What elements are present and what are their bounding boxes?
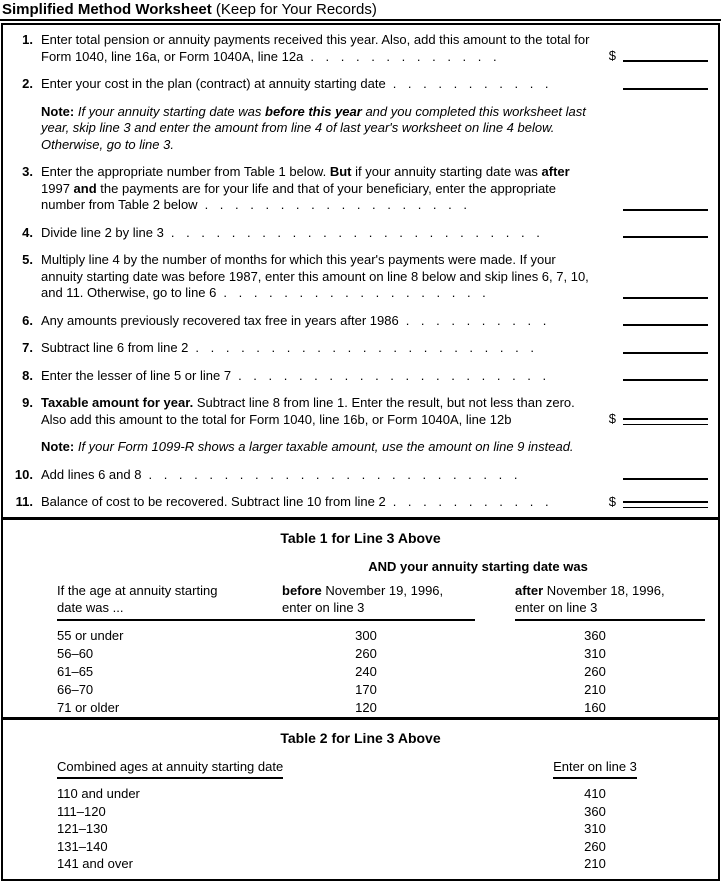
- line-number-8: 8.: [22, 367, 33, 383]
- line-text-5: Multiply line 4 by the number of months for which this year's payments were made. If your annuity starting date was before 1987, enter this amount on line 8 below and skip lines 6, 7, 10, and 11. Otherwise, go to line 6 . . . . . . . . . . . . . . . . . .: [41, 252, 589, 300]
- line-item-9: [9, 395, 710, 428]
- dot-leader: . . . . . . . . . .: [405, 312, 547, 328]
- table1-section: [3, 520, 718, 717]
- note-label: Note:: [41, 439, 75, 454]
- line-number-4: 4.: [22, 224, 33, 240]
- table1-row: 61–65 240 260: [57, 664, 606, 679]
- line-item-6: [9, 313, 710, 330]
- dot-leader: . . . . . . . . . . . . . . . . . . . . . . . . .: [170, 224, 540, 240]
- table1-col1-header: If the age at annuity starting date was ...: [57, 582, 282, 621]
- table1-and-header: AND your annuity starting date was: [368, 559, 588, 574]
- table1-body: [11, 627, 710, 717]
- entry-line-6[interactable]: [623, 323, 708, 326]
- table1-row: 56–60 260 310: [57, 646, 606, 661]
- line-number-3: 3.: [22, 164, 33, 179]
- line-text-6: Any amounts previously recovered tax free in years after 1986 . . . . . . . . . .: [41, 312, 547, 328]
- page-title-bold: Simplified Method Worksheet: [2, 1, 212, 18]
- dot-leader: . . . . . . . . . . . . . . . . . . . . . . . . .: [148, 466, 518, 482]
- answer-area-9: [599, 395, 710, 428]
- answer-area-5: [599, 252, 710, 302]
- answer-area-11: [599, 494, 710, 511]
- line-number-2: 2.: [22, 76, 33, 91]
- section-divider-2: [3, 717, 718, 720]
- answer-area-4: [599, 225, 710, 242]
- entry-line-11[interactable]: [623, 501, 708, 508]
- line-text-1: Enter total pension or annuity payments received this year. Also, add this amount to the total for Form 1040, line 16a, or Form 1040A, line 12a . . . . . . . . . . . . .: [41, 32, 590, 64]
- table2-header-row: [11, 759, 710, 779]
- dollar-sign: $: [608, 493, 616, 509]
- dot-leader: . . . . . . . . . . . . .: [310, 48, 497, 64]
- line-text-4: Divide line 2 by line 3 . . . . . . . . . . . . . . . . . . . . . . . . .: [41, 224, 540, 240]
- line-item-2: [9, 76, 710, 93]
- table2-row: 110 and under 410: [57, 786, 606, 801]
- line-item-4: [9, 225, 710, 242]
- answer-area-1: [599, 32, 710, 65]
- answer-area-3: [599, 164, 710, 214]
- entry-line-8[interactable]: [623, 378, 708, 381]
- table2-row: 121–130 310: [57, 821, 606, 836]
- page-title-normal: (Keep for Your Records): [211, 1, 377, 18]
- answer-area-2: [599, 76, 710, 93]
- table2-section: [3, 730, 718, 873]
- dollar-sign: $: [608, 48, 616, 63]
- line-number-9: 9.: [22, 395, 33, 410]
- line-number-7: 7.: [22, 340, 33, 355]
- line-text-2: Enter your cost in the plan (contract) at annuity starting date . . . . . . . . . . .: [41, 76, 549, 91]
- entry-line-4[interactable]: [623, 235, 708, 238]
- title-rule: [0, 19, 721, 21]
- entry-line-7[interactable]: [623, 351, 708, 354]
- entry-line-3[interactable]: [623, 208, 708, 211]
- table2-row: 111–120 360: [57, 803, 606, 819]
- line-number-10: 10.: [14, 466, 33, 482]
- note-after-line-9: Note: If your Form 1099-R shows a larger taxable amount, use the amount on line 9 instead.: [41, 439, 574, 454]
- line-text-10: Add lines 6 and 8 . . . . . . . . . . . . . . . . . . . . . . . . .: [41, 466, 518, 482]
- table1-col2-header: before November 19, 1996, enter on line 3: [282, 582, 475, 621]
- answer-area-10: [599, 467, 710, 484]
- entry-line-10[interactable]: [623, 477, 708, 480]
- dot-leader: . . . . . . . . . . . . . . . . . . . . . . .: [195, 340, 534, 355]
- entry-line-1[interactable]: [623, 59, 708, 62]
- line-text-3: Enter the appropriate number from Table 1 below. But if your annuity starting date was after 1997 and the payments are for your life and that of your beneficiary, enter the appropriate number from Table 2 below . . . . . . . . . . . . . . . . . .: [41, 164, 570, 212]
- dot-leader: . . . . . . . . . . . . . . . . . .: [204, 197, 467, 212]
- line-text-8: Enter the lesser of line 5 or line 7 . . . . . . . . . . . . . . . . . . . . .: [41, 367, 547, 383]
- note-label: Note:: [41, 103, 75, 119]
- page-title: [0, 0, 721, 19]
- table1-row: 55 or under 300 360: [57, 628, 606, 643]
- table1-col3-header: after November 18, 1996, enter on line 3: [515, 582, 705, 621]
- line-number-5: 5.: [22, 252, 33, 267]
- dot-leader: . . . . . . . . . . . . . . . . . . . . .: [238, 367, 547, 383]
- line-number-11: 11.: [15, 494, 33, 509]
- entry-line-2[interactable]: [623, 87, 708, 90]
- entry-line-5[interactable]: [623, 296, 708, 299]
- table1-row: 66–70 170 210: [57, 682, 606, 697]
- line-number-1: 1.: [22, 32, 33, 47]
- answer-area-8: [599, 368, 710, 385]
- table2-col2-header: Enter on line 3: [520, 759, 710, 779]
- dot-leader: . . . . . . . . . . .: [392, 76, 549, 91]
- line-number-6: 6.: [22, 312, 33, 328]
- table2-title: Table 2 for Line 3 Above: [280, 730, 441, 746]
- worksheet-box: [1, 23, 720, 881]
- worksheet-lines-section: [3, 25, 718, 517]
- answer-area-7: [599, 340, 710, 357]
- line-item-7: [9, 340, 710, 357]
- line-item-1: [9, 32, 710, 65]
- table1-title: Table 1 for Line 3 Above: [280, 530, 441, 546]
- table2-body: [11, 785, 710, 873]
- dot-leader: . . . . . . . . . . . . . . . . . .: [223, 285, 486, 300]
- line-item-8: [9, 368, 710, 385]
- line-item-5: [9, 252, 710, 302]
- note-after-line-2: Note: If your annuity starting date was before this year and you completed this worksheet last year, skip line 3 and enter the amount from line 4 of last year's worksheet on line 4 below. Otherwise, go to line 3.: [41, 103, 586, 152]
- table1-row: 71 or older 120 160: [57, 700, 606, 715]
- dollar-sign: $: [608, 411, 616, 426]
- line-item-10: [9, 467, 710, 484]
- line-item-3: [9, 164, 710, 214]
- table2-row: 131–140 260: [57, 838, 606, 854]
- line-text-9: Taxable amount for year. Subtract line 8 from line 1. Enter the result, but not less than zero. Also add this amount to the total for Form 1040, line 16b, or Form 1040A, line 12b: [41, 395, 575, 427]
- line-item-11: [9, 494, 710, 511]
- table2-col1-header: Combined ages at annuity starting date: [57, 759, 520, 779]
- line-text-7: Subtract line 6 from line 2 . . . . . . . . . . . . . . . . . . . . . . .: [41, 340, 534, 355]
- dot-leader: . . . . . . . . . . .: [392, 494, 549, 509]
- table2-row: 141 and over 210: [57, 856, 606, 871]
- entry-line-9[interactable]: [623, 418, 708, 425]
- answer-area-6: [599, 313, 710, 330]
- line-text-11: Balance of cost to be recovered. Subtract line 10 from line 2 . . . . . . . . . . .: [41, 494, 549, 509]
- table1-header-row: [11, 582, 710, 621]
